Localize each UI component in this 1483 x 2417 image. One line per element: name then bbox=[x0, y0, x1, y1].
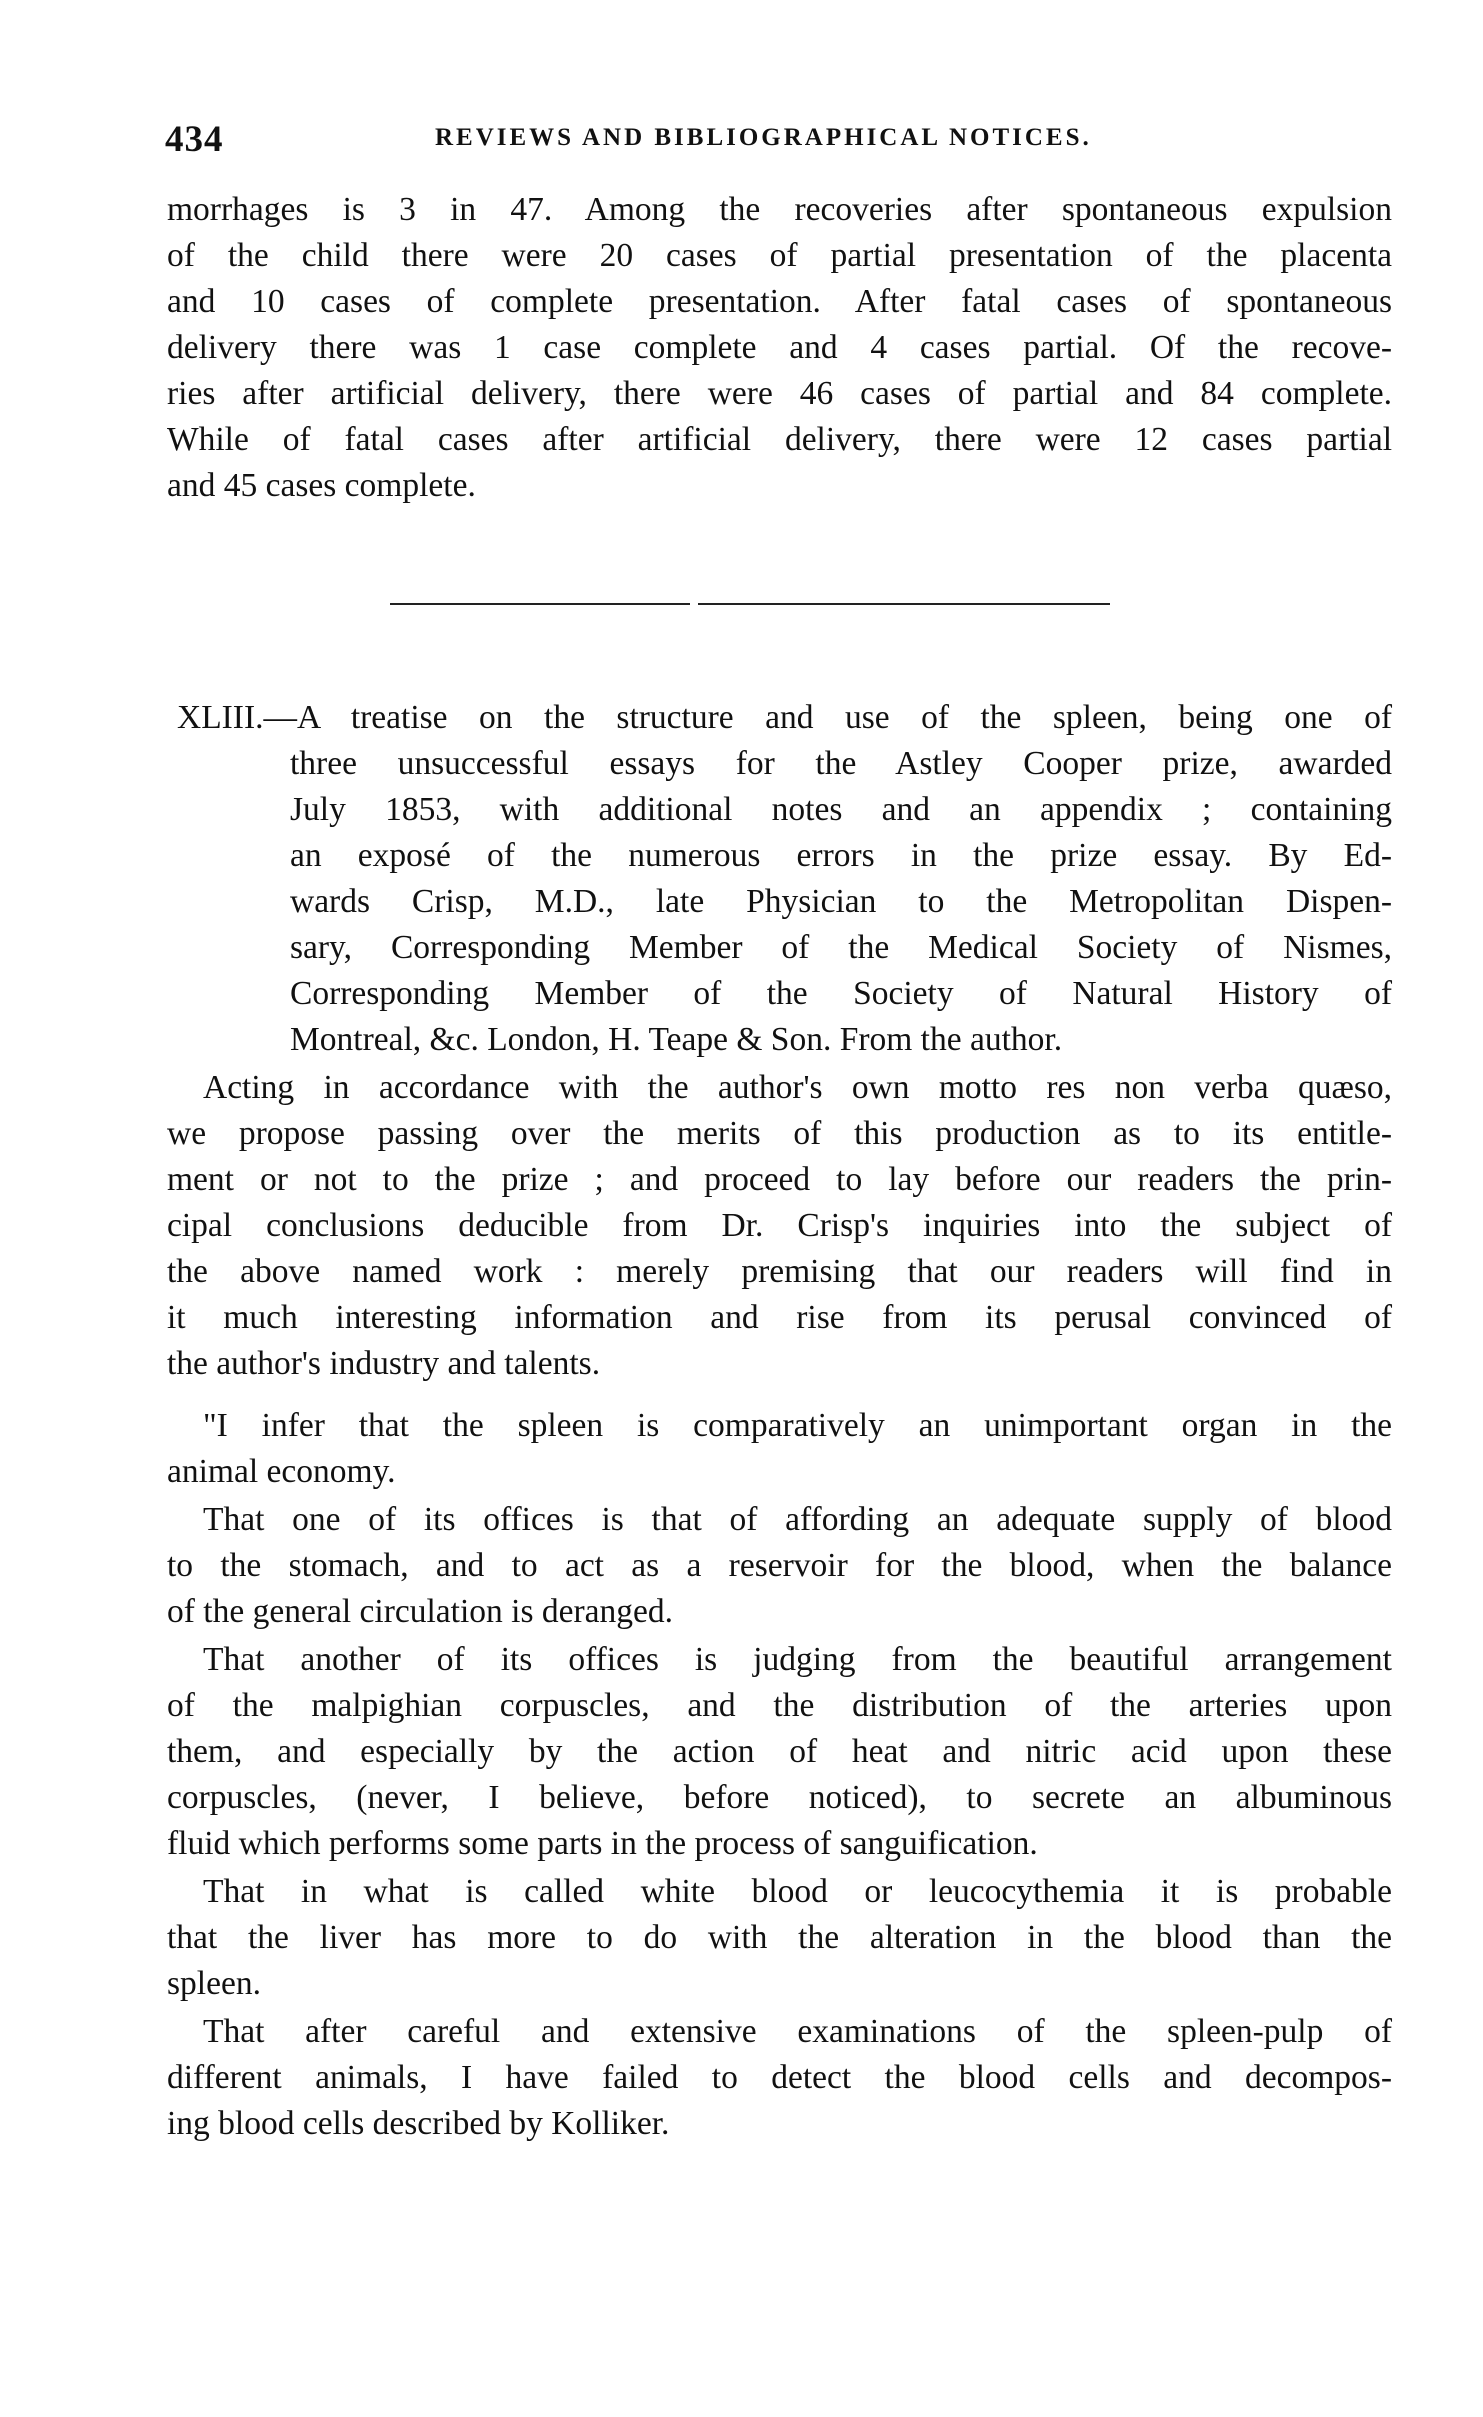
page-number: 434 bbox=[165, 119, 224, 160]
quote-line: That one of its offices is that of affording an adequate supply of blood bbox=[203, 1501, 1392, 1538]
text-line: of the child there were 20 cases of partial presentation of the placenta bbox=[167, 237, 1392, 274]
quote-line: of the malpighian corpuscles, and the distribution of the arteries upon bbox=[167, 1687, 1392, 1724]
quote-line: ing blood cells described by Kolliker. bbox=[167, 2105, 670, 2142]
heading-line: Corresponding Member of the Society of Natural History of bbox=[290, 975, 1392, 1012]
quote-line: spleen. bbox=[167, 1965, 261, 2002]
text-line: morrhages is 3 in 47. Among the recoveries after spontaneous expulsion bbox=[167, 191, 1392, 228]
quote-line: corpuscles, (never, I believe, before noticed), to secrete an albuminous bbox=[167, 1779, 1392, 1816]
heading-line: three unsuccessful essays for the Astley Cooper prize, awarded bbox=[290, 745, 1392, 782]
heading-line: XLIII.—A treatise on the structure and use of the spleen, being one of bbox=[177, 699, 1392, 736]
quote-line: of the general circulation is deranged. bbox=[167, 1593, 674, 1630]
text-line: cipal conclusions deducible from Dr. Crisp's inquiries into the subject of bbox=[167, 1207, 1392, 1244]
heading-line: July 1853, with additional notes and an appendix ; containing bbox=[290, 791, 1392, 828]
text-line: the author's industry and talents. bbox=[167, 1345, 601, 1382]
quote-line: animal economy. bbox=[167, 1453, 396, 1490]
quote-line: fluid which performs some parts in the process of sanguification. bbox=[167, 1825, 1038, 1862]
text-line: ries after artificial delivery, there were 46 cases of partial and 84 complete. bbox=[167, 375, 1392, 412]
text-line: While of fatal cases after artificial delivery, there were 12 cases partial bbox=[167, 421, 1392, 458]
text-line: we propose passing over the merits of this production as to its entitle- bbox=[167, 1115, 1392, 1152]
quote-line: "I infer that the spleen is comparatively an unimportant organ in the bbox=[203, 1407, 1392, 1444]
text-line: Acting in accordance with the author's own motto res non verba quæso, bbox=[203, 1069, 1392, 1106]
quote-line: That in what is called white blood or leucocythemia it is probable bbox=[203, 1873, 1392, 1910]
heading-line: wards Crisp, M.D., late Physician to the Metropolitan Dispen- bbox=[290, 883, 1392, 920]
text-line: and 10 cases of complete presentation. After fatal cases of spontaneous bbox=[167, 283, 1392, 320]
running-head: REVIEWS AND BIBLIOGRAPHICAL NOTICES. bbox=[435, 124, 1092, 151]
text-line: and 45 cases complete. bbox=[167, 467, 476, 504]
heading-line: an exposé of the numerous errors in the prize essay. By Ed- bbox=[290, 837, 1392, 874]
quote-line: them, and especially by the action of heat and nitric acid upon these bbox=[167, 1733, 1392, 1770]
heading-line: Montreal, &c. London, H. Teape & Son. From the author. bbox=[290, 1021, 1063, 1058]
quote-line: That after careful and extensive examinations of the spleen-pulp of bbox=[203, 2013, 1392, 2050]
text-line: ment or not to the prize ; and proceed to lay before our readers the prin- bbox=[167, 1161, 1392, 1198]
heading-line: sary, Corresponding Member of the Medical Society of Nismes, bbox=[290, 929, 1392, 966]
text-line: the above named work : merely premising that our readers will find in bbox=[167, 1253, 1392, 1290]
quote-line: That another of its offices is judging from the beautiful arrangement bbox=[203, 1641, 1392, 1678]
text-line: delivery there was 1 case complete and 4 cases partial. Of the recove- bbox=[167, 329, 1392, 366]
quote-line: that the liver has more to do with the alteration in the blood than the bbox=[167, 1919, 1392, 1956]
quote-line: different animals, I have failed to detect the blood cells and decompos- bbox=[167, 2059, 1392, 2096]
quote-line: to the stomach, and to act as a reservoir for the blood, when the balance bbox=[167, 1547, 1392, 1584]
text-line: it much interesting information and rise from its perusal convinced of bbox=[167, 1299, 1392, 1336]
